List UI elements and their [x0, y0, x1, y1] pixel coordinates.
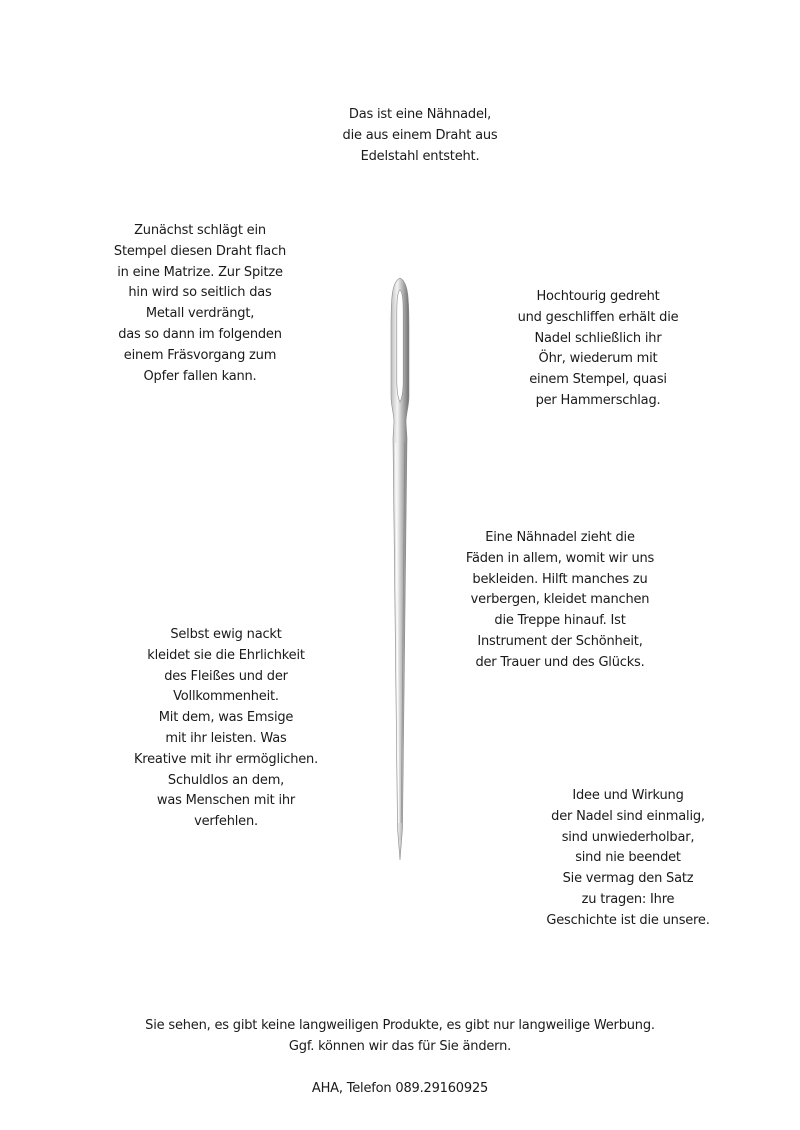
paragraph-honesty — [106, 625, 346, 833]
paragraph-line: zu tragen: Ihre — [581, 891, 675, 907]
paragraph-line: Metall verdrängt, — [145, 306, 255, 322]
paragraph-line: mit ihr leisten. Was — [165, 730, 287, 746]
paragraph-line: Fäden in allem, womit wir uns — [465, 550, 655, 566]
contact-phone: AHA, Telefon 089.29160925 — [311, 1081, 489, 1096]
intro-line: Das ist eine Nähnadel, — [348, 107, 492, 122]
intro-line: die aus einem Draht aus — [342, 127, 498, 143]
needle-illustration — [378, 268, 422, 868]
paragraph-line: Nadel schließlich ihr — [534, 330, 662, 346]
needle-eye — [397, 290, 403, 402]
paragraph-threads — [440, 528, 680, 674]
paragraph-line: verbergen, kleidet manchen — [470, 592, 650, 608]
footer-line: Sie sehen, es gibt keine langweiligen Produkte, es gibt nur langweilige Werbung. — [145, 1018, 655, 1033]
contact-line — [250, 1079, 550, 1100]
paragraph-line: Geschichte ist die unsere. — [546, 912, 710, 928]
paragraph-line: Vollkommenheit. — [173, 689, 279, 705]
paragraph-line: Sie vermag den Satz — [562, 871, 694, 887]
paragraph-line: und geschliffen erhält die — [517, 309, 679, 325]
paragraph-line: Idee und Wirkung — [572, 788, 684, 803]
paragraph-line: Öhr, wiederum mit — [538, 351, 658, 367]
paragraph-line: der Trauer und des Glücks. — [475, 654, 645, 670]
paragraph-line: Mit dem, was Emsige — [158, 710, 294, 726]
paragraph-line: einem Fräsvorgang zum — [123, 347, 277, 363]
footer-line: Ggf. können wir das für Sie ändern. — [288, 1038, 512, 1054]
paragraph-line: des Fleißes und der — [164, 668, 288, 684]
paragraph-line: bekleiden. Hilft manches zu — [472, 571, 648, 587]
paragraph-line: verfehlen. — [194, 814, 258, 830]
paragraph-line: sind unwiederholbar, — [561, 829, 695, 845]
paragraph-line: Kreative mit ihr ermöglichen. — [133, 751, 319, 767]
footer-slogan — [100, 1016, 700, 1058]
paragraph-line: hin wird so seitlich das — [128, 285, 272, 301]
paragraph-grinding — [478, 287, 718, 412]
intro-line: Edelstahl entsteht. — [360, 148, 480, 164]
intro-paragraph — [300, 105, 540, 167]
paragraph-line: in eine Matrize. Zur Spitze — [117, 264, 283, 280]
paragraph-idea — [508, 786, 748, 932]
paragraph-stamping — [80, 221, 320, 387]
paragraph-line: Eine Nähnadel zieht die — [485, 530, 635, 545]
paragraph-line: Stempel diesen Draht flach — [113, 243, 287, 259]
paragraph-line: kleidet sie die Ehrlichkeit — [147, 647, 305, 663]
paragraph-line: Zunächst schlägt ein — [134, 223, 266, 238]
paragraph-line: Hochtourig gedreht — [536, 289, 660, 304]
paragraph-line: die Treppe hinauf. Ist — [494, 613, 626, 629]
sewing-needle-icon — [378, 268, 422, 868]
paragraph-line: das so dann im folgenden — [118, 326, 282, 342]
paragraph-line: Opfer fallen kann. — [143, 368, 257, 384]
paragraph-line: sind nie beendet — [575, 850, 681, 866]
paragraph-line: einem Stempel, quasi — [529, 372, 667, 388]
paragraph-line: Schuldlos an dem, — [167, 772, 285, 788]
paragraph-line: Selbst ewig nackt — [170, 627, 282, 642]
paragraph-line: der Nadel sind einmalig, — [551, 808, 705, 824]
paragraph-line: was Menschen mit ihr — [156, 793, 296, 809]
paragraph-line: Instrument der Schönheit, — [477, 633, 643, 649]
paragraph-line: per Hammerschlag. — [535, 392, 661, 408]
